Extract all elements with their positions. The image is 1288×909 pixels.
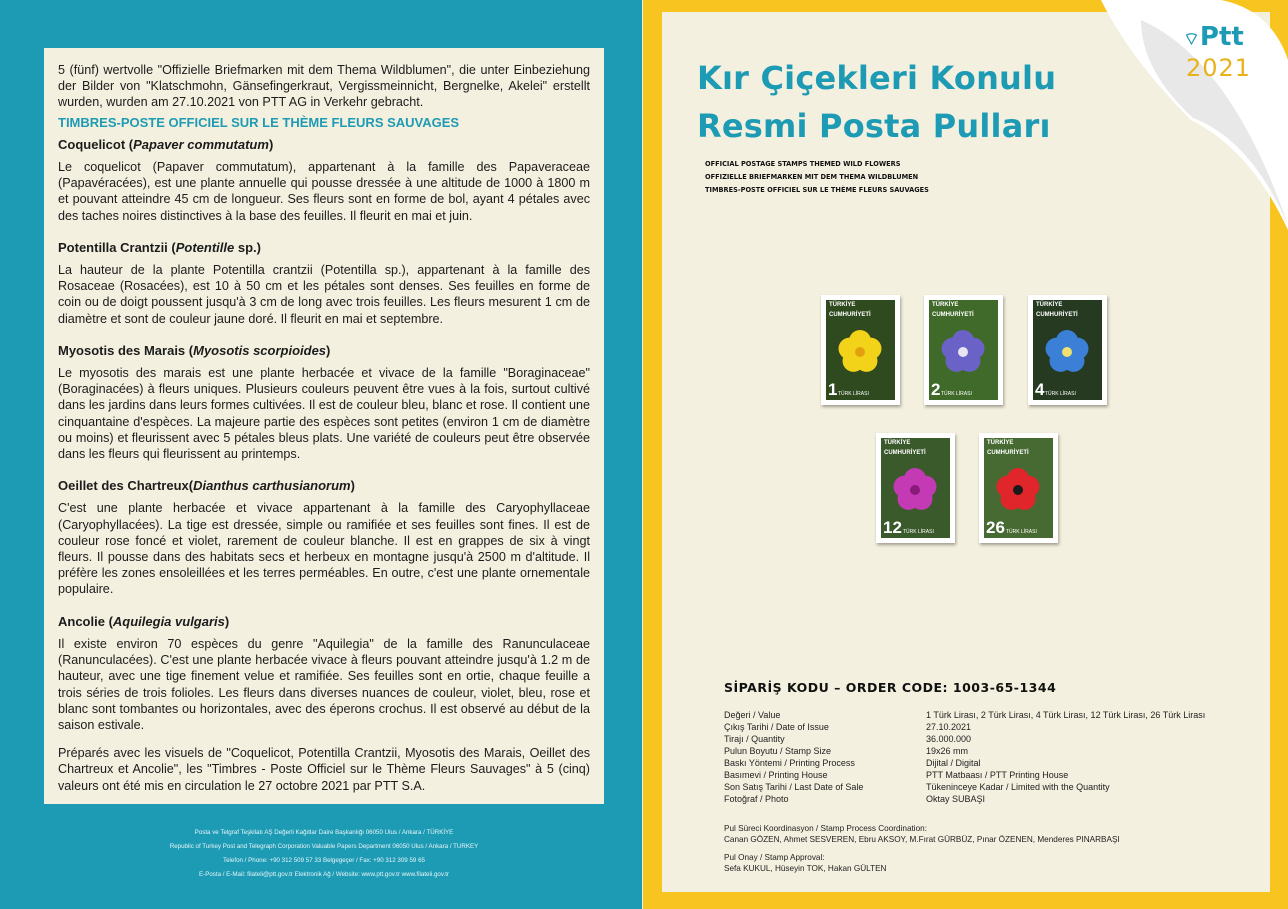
stamp [821, 295, 900, 405]
section-title-oeillet: Oeillet des Chartreux(Dianthus carthusianorum) [58, 478, 355, 494]
approval-label: Pul Onay / Stamp Approval: [724, 853, 825, 862]
info-row [724, 793, 1205, 805]
info-value: 36.000.000 [926, 734, 972, 744]
left-page [0, 0, 642, 909]
coordination-block [724, 823, 1120, 845]
stamp-value: 1 [828, 380, 838, 399]
info-label: Basımevi / Printing House [724, 770, 828, 780]
stamp-unit: TÜRK LİRASI [1006, 529, 1037, 535]
info-row [724, 721, 1205, 733]
stamp-header: TÜRKİYE CUMHURİYETİ [884, 440, 926, 456]
stamp-image [1033, 300, 1102, 400]
stamp-unit: TÜRK LİRASI [838, 391, 869, 397]
info-value: 27.10.2021 [926, 722, 972, 732]
stamp-image [881, 438, 950, 538]
footer-line: Telefon / Phone: +90 312 509 57 33 Belgegeçer / Fax: +90 312 309 59 65 [223, 857, 425, 864]
stamp-image [929, 300, 998, 400]
stamp-unit: TÜRK LİRASI [941, 391, 972, 397]
section-title-potentilla: Potentilla Crantzii (Potentille sp.) [58, 239, 261, 255]
info-label: Son Satış Tarihi / Last Date of Sale [724, 782, 864, 792]
stamp [924, 295, 1003, 405]
info-row [724, 769, 1205, 781]
subtitle-en: OFFICIAL POSTAGE STAMPS THEMED WILD FLOWERS [705, 160, 901, 168]
info-value: Dijital / Digital [926, 758, 981, 768]
info-value: Tükeninceye Kadar / Limited with the Quantity [926, 782, 1110, 792]
section-title-coquelicot: Coquelicot (Papaver commutatum) [58, 136, 274, 152]
info-label: Pulun Boyutu / Stamp Size [724, 746, 832, 756]
info-table [724, 709, 1205, 805]
section-title-myosotis: Myosotis des Marais (Myosotis scorpioides) [58, 342, 331, 358]
section-text-potentilla: La hauteur de la plante Potentilla crantzii (Potentilla sp.), appartenant à la famille des Rosaceae (Rosacées), est 10 à 50 cm et les pétales sont denses. Ses feuilles en forme de coin ou de doigt poussent jusqu'à 3 cm de long avec trois feuilles. Les fleurs mesurent 1 cm de diamètre et sont de couleur jaune doré. Il fleurit en mai et septembre. [58, 263, 590, 326]
approval-block [724, 852, 886, 874]
info-row [724, 745, 1205, 757]
stamp-header: TÜRKİYE CUMHURİYETİ [1036, 302, 1078, 318]
french-heading: TIMBRES-POSTE OFFICIEL SUR LE THÈME FLEURS SAUVAGES [58, 114, 460, 130]
info-row [724, 709, 1205, 721]
info-row [724, 781, 1205, 793]
info-value: PTT Matbaası / PTT Printing House [926, 770, 1069, 780]
stamp [979, 433, 1058, 543]
stamp-image [984, 438, 1053, 538]
stamp-image [826, 300, 895, 400]
info-label: Fotoğraf / Photo [724, 794, 789, 804]
info-label: Değeri / Value [724, 710, 781, 720]
stamp [1028, 295, 1107, 405]
subtitle-de: OFFIZIELLE BRIEFMARKEN MIT DEM THEMA WILDBLUMEN [705, 173, 919, 181]
closing-paragraph: Préparés avec les visuels de "Coquelicot, Potentilla Crantzii, Myosotis des Marais, Oeillet des Chartreux et Ancolie", les "Timbres - Poste Officiel sur le Thème Fleurs Sauvages" à 5 (cinq) valeurs ont été mis en circulation le 27 octobre 2021 par PTT S.A. [58, 746, 590, 793]
logo-year: 2021 [1186, 54, 1252, 82]
footer-line: E-Posta / E-Mail: filateli@ptt.gov.tr Elektronik Ağ / Website: www.ptt.gov.tr www.filateli.gov.tr [199, 871, 449, 878]
right-page [643, 0, 1288, 909]
stamp-header: TÜRKİYE CUMHURİYETİ [987, 440, 1029, 456]
section-text-ancolie: Il existe environ 70 espèces du genre "Aquilegia" de la famille des Ranunculaceae (Ranunculacées). C'est une plante herbacée vivace à fleurs pouvant atteindre jusqu'à 1.2 m de hauteur, avec une tige finement velue et ramifiée. Ses feuilles sont en ortie, chaque feuille a trois séries de trois folioles. Les fleurs dans diverses nuances de couleur, violet, bleu, rose et blanc sont tombantes ou horizontales, avec des éperons crochus. Il est observé au début de la saison estivale. [58, 636, 590, 732]
info-value: 1 Türk Lirası, 2 Türk Lirası, 4 Türk Lirası, 12 Türk Lirası, 26 Türk Lirası [926, 710, 1206, 720]
approval-names: Sefa KUKUL, Hüseyin TOK, Hakan GÜLTEN [724, 864, 887, 873]
stamp-value: 12 [883, 518, 902, 537]
info-value: 19x26 mm [926, 746, 969, 756]
stamp-unit: TÜRK LİRASI [903, 529, 934, 535]
info-row [724, 757, 1205, 769]
intro-paragraph: 5 (fünf) wertvolle "Offizielle Briefmarken mit dem Thema Wildblumen", die unter Einbeziehung der Bilder von "Klatschmohn, Gänsefingerkraut, Vergissmeinnicht, Bergnelke, Akelei" erstellt wurden, wurden am 27.10.2021 von PTT AG in Verkehr gebracht. [58, 63, 590, 110]
coordination-label: Pul Süreci Koordinasyon / Stamp Process Coordination: [724, 824, 927, 833]
coordination-names: Canan GÖZEN, Ahmet SESVEREN, Ebru AKSOY, M.Fırat GÜRBÜZ, Pınar ÖZENEN, Menderes PINARBAŞI [724, 835, 1120, 844]
info-label: Baskı Yöntemi / Printing Process [724, 758, 855, 768]
section-title-ancolie: Ancolie (Aquilegia vulgaris) [58, 613, 230, 629]
contact-footer [44, 826, 604, 882]
stamp-header: TÜRKİYE CUMHURİYETİ [829, 302, 871, 318]
stamp-unit: TÜRK LİRASI [1045, 391, 1076, 397]
footer-line: Posta ve Telgraf Teşkilatı AŞ Değerli Kağıtlar Daire Başkanlığı 06050 Ulus / Ankara / TÜRKİYE [194, 829, 454, 836]
stamp-value: 2 [931, 380, 941, 399]
section-text-coquelicot: Le coquelicot (Papaver commutatum), appartenant à la famille des Papaveraceae (Papavéracées), est une plante annuelle qui pousse dressée à une altitude de 1000 à 1800 m et pouvant atteindre 45 cm de longueur. Ses fleurs sont en forme de bol, ayant 4 pétales avec des taches noires distinctives à la base des feuilles. Il fleurit en mai et juin. [58, 160, 590, 223]
info-row [724, 733, 1205, 745]
info-label: Çıkış Tarihi / Date of Issue [724, 722, 829, 732]
stamp-header: TÜRKİYE CUMHURİYETİ [932, 302, 974, 318]
subtitle-block [705, 158, 929, 197]
section-text-oeillet: C'est une plante herbacée et vivace appartenant à la famille des Caryophyllaceae (Caryophyllacées). La tige est dressée, simple ou ramifiée et ses feuilles sont fines. Il est de couleur rose foncé et violet, rarement de couleur blanche. Il est en grappes de six à vingt fleurs. Il pousse dans des habitats secs et herbeux en montagne jusqu'à 2500 m d'altitude. Il préfère les zones ensoleillées et les terres perméables. En outre, c'est une plante ornementale populaire. [58, 501, 590, 597]
info-value: Oktay SUBAŞI [926, 794, 986, 804]
subtitle-fr: TIMBRES-POSTE OFFICIEL SUR LE THÈME FLEURS SAUVAGES [705, 186, 929, 194]
footer-line: Republic of Turkey Post and Telegraph Corporation Valuable Papers Department 06050 Ulus / Ankara / TURKEY [169, 843, 479, 850]
stamp [876, 433, 955, 543]
stamp-value: 4 [1035, 380, 1045, 399]
page-title: Kır Çiçekleri Konulu Resmi Posta Pulları [697, 59, 1057, 145]
ptt-logo: ⌔Ptt [1183, 22, 1244, 52]
stamp-value: 26 [986, 518, 1005, 537]
info-label: Tirajı / Quantity [724, 734, 785, 744]
order-code: SİPARİŞ KODU – ORDER CODE: 1003-65-1344 [724, 680, 1057, 695]
section-text-myosotis: Le myosotis des marais est une plante herbacée et vivace de la famille "Boraginaceae" (Boraginacées) à fleurs uniques. Plusieurs couleurs peuvent être vues à la fois, surtout cultivé dans les jardins dans leurs formes cultivées. Il est de couleur bleu, blanc et rose. Il contient une cinquantaine d'espèces. La majeure partie des espèces sont petites (environ 1 cm de diamètre ou moins) et fleurissent avec 5 pétales bleus plats. Une variété de couleurs peut être observée dans les fleurs qui fleurissent au printemps. [58, 366, 590, 462]
text-panel [44, 48, 604, 804]
